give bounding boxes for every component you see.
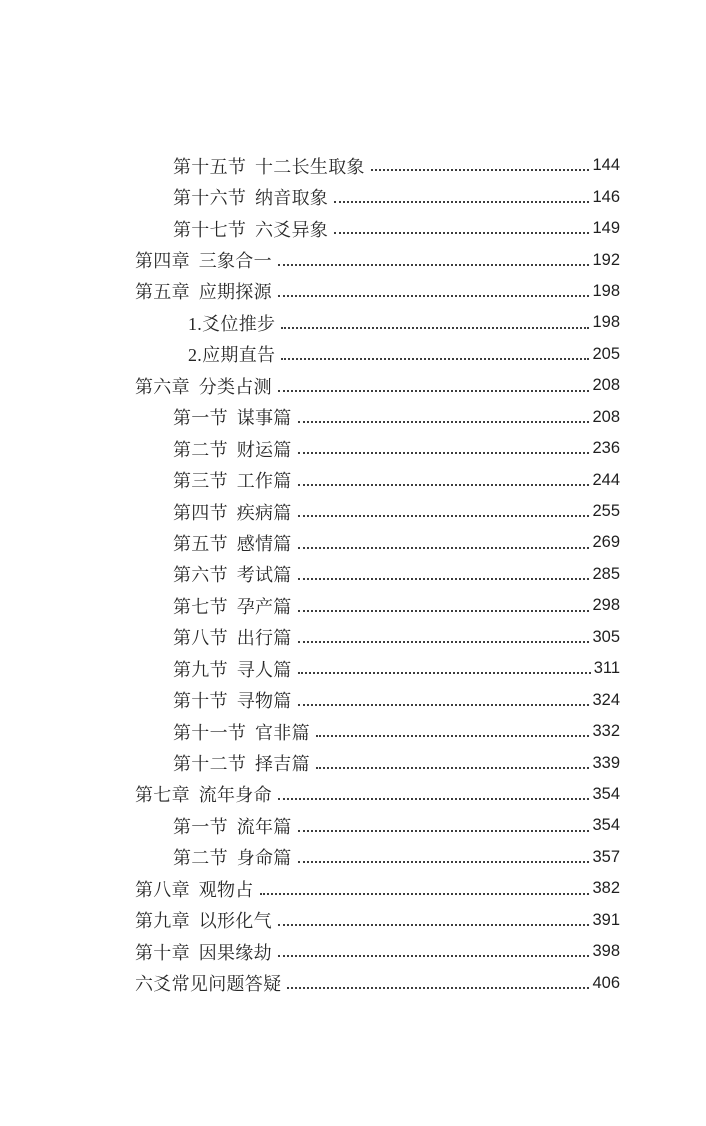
toc-entry-page-number: 324 — [592, 690, 620, 709]
toc-entry[interactable] — [135, 276, 620, 307]
toc-entry[interactable] — [135, 213, 620, 244]
dot-leader — [298, 547, 590, 549]
dot-leader — [298, 672, 591, 674]
toc-entry-title: 第三节 工作篇 — [173, 471, 292, 492]
toc-entry[interactable] — [135, 873, 620, 904]
toc-entry-title: 第七章 流年身命 — [135, 785, 272, 806]
toc-entry-title: 2.应期直告 — [188, 345, 276, 366]
toc-list — [135, 150, 620, 999]
dot-leader — [281, 358, 589, 360]
toc-entry[interactable] — [135, 181, 620, 212]
toc-entry-page-number: 354 — [592, 816, 620, 835]
toc-entry-title: 第十节 寻物篇 — [173, 691, 292, 712]
toc-entry[interactable] — [135, 307, 620, 338]
toc-entry-page-number: 198 — [592, 313, 620, 332]
toc-entry-title: 第十二节 择吉篇 — [173, 754, 310, 775]
toc-entry[interactable] — [135, 433, 620, 464]
dot-leader — [298, 830, 590, 832]
dot-leader — [316, 767, 590, 769]
toc-entry-title: 第八节 出行篇 — [173, 628, 292, 649]
toc-entry[interactable] — [135, 150, 620, 181]
toc-entry-title: 第六节 考试篇 — [173, 565, 292, 586]
toc-entry[interactable] — [135, 747, 620, 778]
toc-entry-page-number: 305 — [592, 627, 620, 646]
toc-entry-page-number: 332 — [592, 722, 620, 741]
dot-leader — [281, 327, 589, 329]
dot-leader — [278, 798, 590, 800]
toc-entry-page-number: 354 — [592, 784, 620, 803]
dot-leader — [260, 893, 590, 895]
toc-entry-title: 第九章 以形化气 — [135, 911, 272, 932]
dot-leader — [278, 955, 590, 957]
toc-entry-title: 第四节 疾病篇 — [173, 502, 292, 523]
toc-entry-page-number: 205 — [592, 344, 620, 363]
toc-entry[interactable] — [135, 527, 620, 558]
dot-leader — [298, 515, 590, 517]
dot-leader — [278, 295, 590, 297]
toc-entry-page-number: 144 — [592, 156, 620, 175]
toc-entry[interactable] — [135, 402, 620, 433]
toc-entry[interactable] — [135, 622, 620, 653]
toc-entry[interactable] — [135, 590, 620, 621]
toc-entry[interactable] — [135, 779, 620, 810]
toc-entry-title: 第七节 孕产篇 — [173, 596, 292, 617]
toc-entry[interactable] — [135, 684, 620, 715]
dot-leader — [298, 610, 590, 612]
dot-leader — [298, 861, 590, 863]
toc-entry-page-number: 146 — [592, 187, 620, 206]
toc-entry-page-number: 406 — [592, 973, 620, 992]
toc-entry-page-number: 311 — [593, 659, 620, 678]
toc-entry-page-number: 198 — [592, 281, 620, 300]
toc-entry-page-number: 255 — [592, 502, 620, 521]
toc-entry-title: 第五章 应期探源 — [135, 282, 272, 303]
toc-entry-title: 第一节 谋事篇 — [173, 408, 292, 429]
toc-entry-title: 第十五节 十二长生取象 — [173, 156, 365, 177]
dot-leader — [298, 641, 590, 643]
toc-entry[interactable] — [135, 905, 620, 936]
dot-leader — [278, 924, 590, 926]
toc-entry-title: 第六章 分类占测 — [135, 376, 272, 397]
toc-entry[interactable] — [135, 244, 620, 275]
toc-entry[interactable] — [135, 653, 620, 684]
dot-leader — [278, 390, 590, 392]
toc-entry-title: 第八章 观物占 — [135, 879, 254, 900]
toc-entry[interactable] — [135, 464, 620, 495]
toc-entry[interactable] — [135, 339, 620, 370]
toc-entry-title: 第一节 流年篇 — [173, 816, 292, 837]
toc-entry-title: 第十七节 六爻异象 — [173, 219, 329, 240]
toc-entry[interactable] — [135, 936, 620, 967]
toc-entry[interactable] — [135, 810, 620, 841]
toc-entry-page-number: 285 — [592, 564, 620, 583]
toc-entry[interactable] — [135, 559, 620, 590]
dot-leader — [298, 452, 590, 454]
toc-entry-page-number: 236 — [592, 439, 620, 458]
dot-leader — [278, 264, 590, 266]
toc-entry-title: 第四章 三象合一 — [135, 251, 272, 272]
dot-leader — [371, 169, 590, 171]
dot-leader — [298, 484, 590, 486]
dot-leader — [316, 735, 590, 737]
toc-entry-page-number: 192 — [592, 250, 620, 269]
toc-entry-page-number: 298 — [592, 596, 620, 615]
toc-entry-page-number: 339 — [592, 753, 620, 772]
toc-entry-page-number: 208 — [592, 407, 620, 426]
toc-entry-page-number: 382 — [592, 879, 620, 898]
toc-entry-title: 第九节 寻人篇 — [173, 659, 292, 680]
toc-entry-title: 第十一节 官非篇 — [173, 722, 310, 743]
toc-entry[interactable] — [135, 842, 620, 873]
toc-entry-title: 第二节 财运篇 — [173, 439, 292, 460]
toc-entry-page-number: 208 — [592, 376, 620, 395]
toc-entry-page-number: 398 — [592, 942, 620, 961]
toc-entry-page-number: 269 — [592, 533, 620, 552]
dot-leader — [298, 421, 590, 423]
toc-entry-page-number: 244 — [592, 470, 620, 489]
toc-entry-title: 第十章 因果缘劫 — [135, 942, 272, 963]
dot-leader — [334, 201, 589, 203]
dot-leader — [298, 704, 590, 706]
toc-entry-title: 第二节 身命篇 — [173, 848, 292, 869]
dot-leader — [298, 578, 590, 580]
toc-entry-page-number: 357 — [592, 847, 620, 866]
toc-entry-page-number: 149 — [592, 219, 620, 238]
toc-entry-page-number: 391 — [592, 910, 620, 929]
toc-entry[interactable] — [135, 370, 620, 401]
toc-entry[interactable] — [135, 716, 620, 747]
dot-leader — [287, 987, 589, 989]
toc-entry[interactable] — [135, 496, 620, 527]
toc-entry-title: 第五节 感情篇 — [173, 533, 292, 554]
toc-entry-title: 六爻常见问题答疑 — [135, 974, 282, 995]
dot-leader — [334, 232, 589, 234]
toc-entry-title: 第十六节 纳音取象 — [173, 188, 329, 209]
toc-entry[interactable] — [135, 967, 620, 998]
toc-entry-title: 1.爻位推步 — [188, 313, 276, 334]
